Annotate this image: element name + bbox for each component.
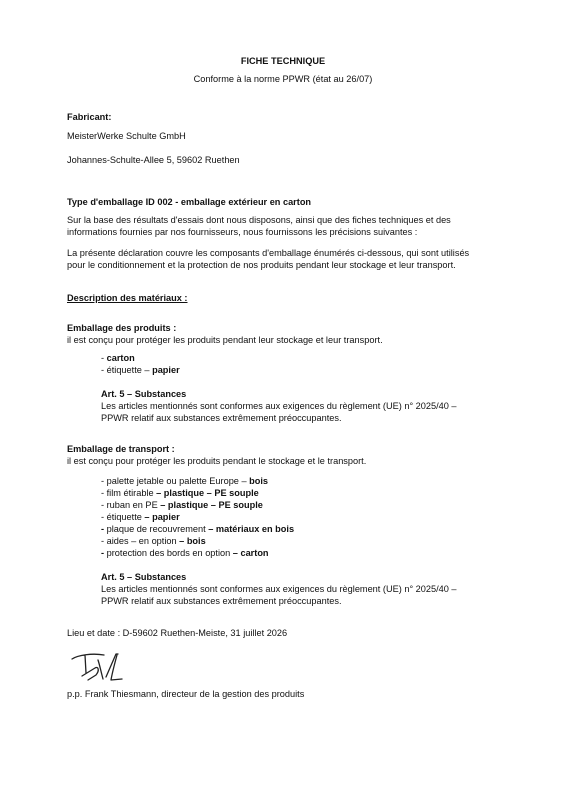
list-item: - plaque de recouvrement – matériaux en bois	[101, 524, 295, 534]
product-packaging-heading: Emballage des produits :	[67, 323, 177, 333]
list-item: - palette jetable ou palette Europe – bois	[101, 476, 269, 486]
document-subtitle: Conforme à la norme PPWR (état au 26/07)	[193, 74, 373, 84]
article-text-line: Les articles mentionnés sont conformes aux exigences du règlement (UE) n° 2025/40 –	[101, 584, 457, 594]
list-item: - aides – en option – bois	[101, 536, 206, 546]
article-text-line: Les articles mentionnés sont conformes aux exigences du règlement (UE) n° 2025/40 –	[101, 401, 457, 411]
scope-paragraph-line: La présente déclaration couvre les composants d'emballage énumérés ci-dessous, qui sont utilisés	[67, 248, 470, 258]
list-item: - ruban en PE – plastique – PE souple	[101, 500, 263, 510]
article-text-line: PPWR relatif aux substances extrêmement préoccupantes.	[101, 413, 342, 423]
place-and-date: Lieu et date : D-59602 Ruethen-Meiste, 31 juillet 2026	[67, 628, 288, 638]
article-heading: Art. 5 – Substances	[101, 572, 187, 582]
article-text-line: PPWR relatif aux substances extrêmement préoccupantes.	[101, 596, 342, 606]
intro-paragraph-line: Sur la base des résultats d'essais dont nous disposons, ainsi que des fiches techniques et des	[67, 215, 451, 225]
signatory-line: p.p. Frank Thiesmann, directeur de la gestion des produits	[67, 689, 305, 699]
list-item: - carton	[101, 353, 135, 363]
transport-packaging-intro: il est conçu pour protéger les produits pendant le stockage et le transport.	[67, 456, 367, 466]
materials-heading: Description des matériaux :	[67, 293, 188, 303]
manufacturer-address: Johannes-Schulte-Allee 5, 59602 Ruethen	[67, 155, 240, 165]
list-item: - film étirable – plastique – PE souple	[101, 488, 259, 498]
intro-paragraph-line: informations fournies par nos fournisseurs, nous fournissons les précisions suivantes :	[67, 227, 418, 237]
list-item: - étiquette – papier	[101, 365, 180, 375]
list-item: - étiquette – papier	[101, 512, 180, 522]
scope-paragraph-line: pour le conditionnement et la protection de nos produits pendant leur stockage et leur transport.	[67, 260, 456, 270]
article-heading: Art. 5 – Substances	[101, 389, 187, 399]
product-packaging-intro: il est conçu pour protéger les produits pendant leur stockage et leur transport.	[67, 335, 383, 345]
packaging-type-heading: Type d'emballage ID 002 - emballage extérieur en carton	[67, 197, 312, 207]
document-title: FICHE TECHNIQUE	[240, 56, 326, 66]
signature-image	[70, 646, 156, 686]
transport-packaging-heading: Emballage de transport :	[67, 444, 175, 454]
manufacturer-name: MeisterWerke Schulte GmbH	[67, 131, 186, 141]
manufacturer-heading: Fabricant:	[67, 112, 112, 122]
list-item: - protection des bords en option – carton	[101, 548, 269, 558]
